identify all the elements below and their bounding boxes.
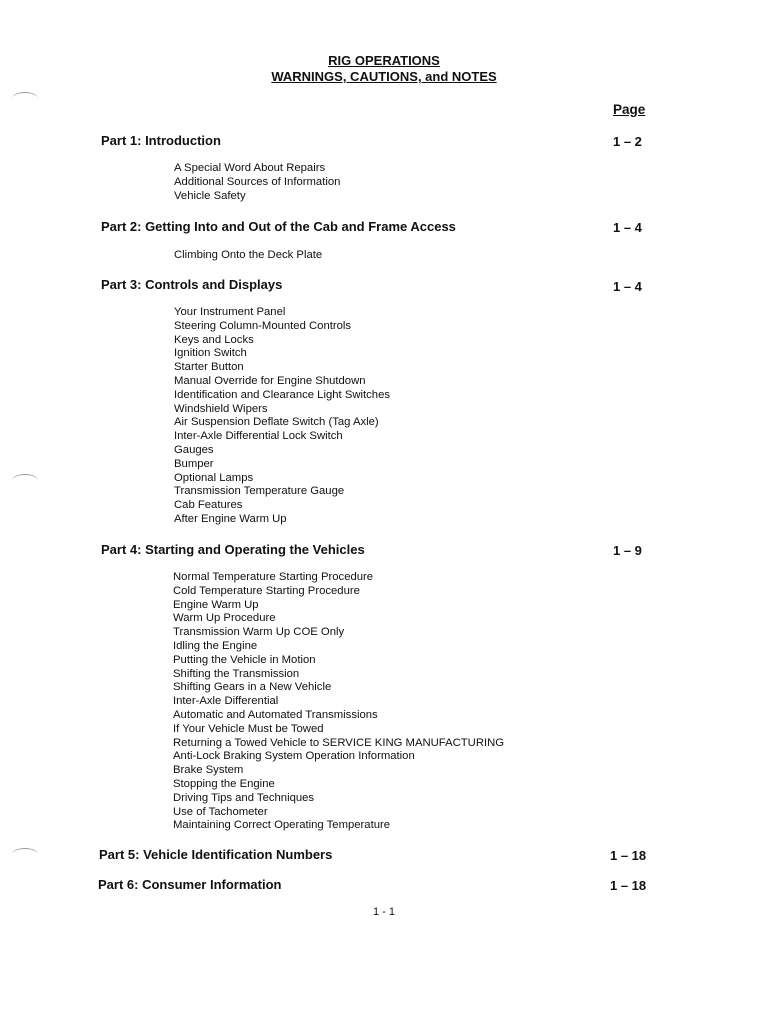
list-item: Transmission Warm Up COE Only — [173, 626, 345, 639]
list-item: Idling the Engine — [173, 639, 258, 652]
list-item: Identification and Clearance Light Switches — [174, 388, 391, 401]
page-number: 1 - 1 — [372, 906, 395, 918]
list-item: Engine Warm Up — [173, 598, 259, 611]
hole-punch-mark — [12, 474, 38, 487]
part-1-title: Part 1: Introduction — [101, 133, 221, 148]
list-item: Normal Temperature Starting Procedure — [173, 571, 374, 583]
list-item: Vehicle Safety — [174, 189, 246, 202]
list-item: Windshield Wipers — [174, 402, 268, 415]
part-3-items — [174, 306, 390, 527]
list-item: Cold Temperature Starting Procedure — [173, 584, 360, 597]
list-item: Anti-Lock Braking System Operation Information — [173, 750, 415, 763]
part-2-title: Part 2: Getting Into and Out of the Cab and Frame Access — [101, 219, 456, 234]
list-item: Climbing Onto the Deck Plate — [174, 249, 323, 261]
part-4-page: 1 – 9 — [613, 543, 642, 558]
part-5-page: 1 – 18 — [610, 848, 647, 863]
list-item: Inter-Axle Differential — [173, 695, 279, 708]
hole-punch-mark — [12, 848, 38, 861]
list-item: Driving Tips and Techniques — [173, 791, 315, 804]
part-1-page: 1 – 2 — [613, 134, 642, 149]
list-item: Gauges — [174, 443, 214, 456]
part-4-title: Part 4: Starting and Operating the Vehicles — [101, 542, 365, 557]
list-item: Ignition Switch — [174, 347, 247, 360]
part-2-page: 1 – 4 — [613, 220, 642, 235]
part-1-items — [174, 162, 340, 203]
list-item: Brake System — [173, 764, 244, 777]
list-item: Keys and Locks — [174, 333, 254, 346]
list-item: Transmission Temperature Gauge — [174, 485, 345, 498]
list-item: Additional Sources of Information — [174, 175, 341, 188]
part-6-title: Part 6: Consumer Information — [98, 877, 282, 892]
list-item: Starter Button — [174, 361, 244, 374]
part-2-items — [174, 249, 322, 263]
list-item: Putting the Vehicle in Motion — [173, 653, 316, 666]
part-6-page: 1 – 18 — [610, 878, 647, 893]
list-item: Shifting the Transmission — [173, 667, 300, 680]
page-column-header: Page — [613, 102, 646, 117]
list-item: Stopping the Engine — [173, 777, 275, 790]
list-item: Maintaining Correct Operating Temperature — [173, 819, 391, 832]
list-item: Automatic and Automated Transmissions — [173, 708, 378, 721]
list-item: Your Instrument Panel — [174, 306, 286, 318]
list-item: Cab Features — [174, 499, 243, 512]
list-item: A Special Word About Repairs — [174, 162, 326, 174]
part-4-items — [173, 571, 504, 833]
document-subtitle: WARNINGS, CAUTIONS, and NOTES — [271, 69, 497, 84]
list-item: Use of Tachometer — [173, 805, 268, 818]
document-title: RIG OPERATIONS — [328, 53, 440, 68]
list-item: Returning a Towed Vehicle to SERVICE KING MANUFACTURING — [173, 736, 505, 749]
list-item: Shifting Gears in a New Vehicle — [173, 681, 332, 694]
list-item: Optional Lamps — [174, 471, 254, 484]
list-item: Manual Override for Engine Shutdown — [174, 374, 366, 387]
part-3-title: Part 3: Controls and Displays — [101, 277, 283, 292]
part-3-page: 1 – 4 — [613, 279, 642, 294]
list-item: Steering Column-Mounted Controls — [174, 319, 352, 332]
list-item: Inter-Axle Differential Lock Switch — [174, 430, 343, 443]
hole-punch-mark — [12, 92, 38, 105]
part-5-title: Part 5: Vehicle Identification Numbers — [99, 847, 333, 862]
list-item: After Engine Warm Up — [174, 512, 287, 525]
list-item: Bumper — [174, 457, 214, 470]
list-item: Air Suspension Deflate Switch (Tag Axle) — [174, 416, 379, 429]
list-item: If Your Vehicle Must be Towed — [173, 722, 324, 735]
list-item: Warm Up Procedure — [173, 612, 276, 625]
